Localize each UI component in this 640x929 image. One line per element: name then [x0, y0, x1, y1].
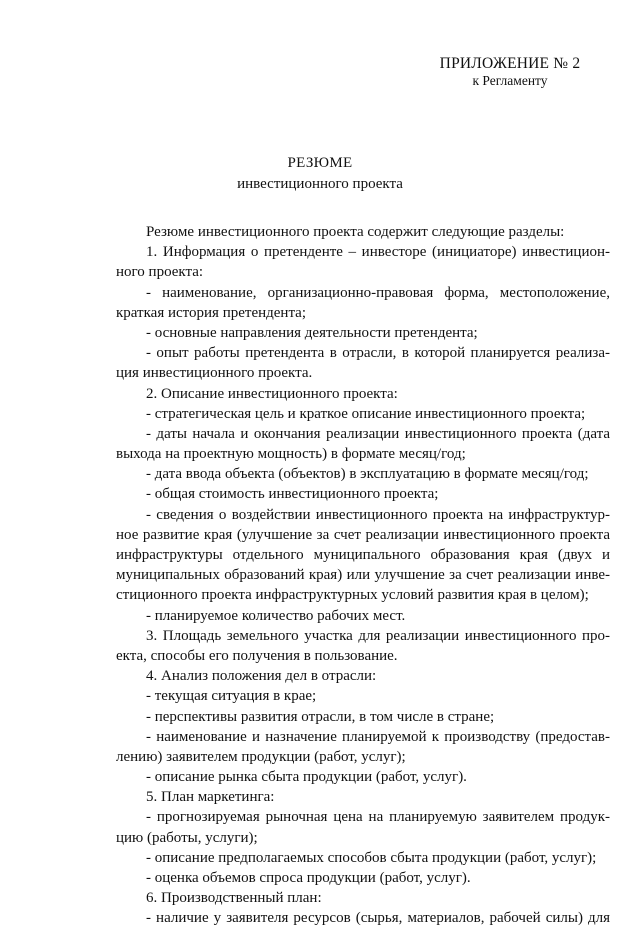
text-line: 6. Производственный план: — [146, 890, 322, 907]
text-line: - общая стоимость инвестиционного проекта; — [146, 486, 439, 503]
text-line: - описание рынка сбыта продукции (работ, услуг). — [146, 769, 467, 786]
text-line: 4. Анализ положения дел в отрасли: — [146, 668, 377, 685]
text-line: - наименование и назначение планируемой к производству (предостав- — [146, 728, 610, 745]
text-line: - дата ввода объекта (объектов) в эксплуатацию в формате месяц/год; — [146, 466, 589, 483]
text-line: муниципальных образований края) или улучшение за счет реализации инве- — [116, 567, 610, 584]
annex-title: ПРИЛОЖЕНИЕ № 2 — [439, 55, 581, 72]
text-line: краткая история претендента; — [116, 304, 307, 321]
annex-header — [410, 54, 610, 89]
text-line: 1. Информация о претенденте – инвесторе (инициаторе) инвестицион- — [146, 244, 610, 261]
text-line: - перспективы развития отрасли, в том числе в стране; — [146, 708, 495, 725]
text-line: ция инвестиционного проекта. — [116, 365, 313, 382]
text-line: 3. Площадь земельного участка для реализации инвестиционного про- — [146, 627, 610, 644]
text-line: выхода на проектную мощность) в формате месяц/год; — [116, 446, 466, 463]
text-line: 5. План маркетинга: — [146, 789, 275, 806]
text-line: - наличие у заявителя ресурсов (сырья, материалов, рабочей силы) для — [146, 910, 610, 927]
text-line: - стратегическая цель и краткое описание инвестиционного проекта; — [146, 405, 586, 422]
text-line: 2. Описание инвестиционного проекта: — [146, 385, 398, 402]
document-title: РЕЗЮМЕ — [287, 155, 353, 171]
text-line: - планируемое количество рабочих мест. — [146, 607, 406, 624]
text-line: стиционного проекта инфраструктурных условий развития края в целом); — [116, 587, 589, 604]
text-line: ного проекта: — [116, 264, 204, 281]
text-line: - оценка объемов спроса продукции (работ, услуг). — [146, 870, 471, 886]
text-line: - основные направления деятельности претендента; — [146, 324, 478, 341]
document-heading — [0, 153, 640, 195]
text-line: - прогнозируемая рыночная цена на планируемую заявителем продук- — [146, 809, 610, 826]
text-line: Резюме инвестиционного проекта содержит следующие разделы: — [146, 224, 565, 240]
document-body — [116, 222, 610, 929]
document-subtitle: инвестиционного проекта — [237, 176, 403, 192]
text-line: цию (работы, услуги); — [116, 829, 258, 846]
text-line: - описание предполагаемых способов сбыта продукции (работ, услуг); — [146, 849, 597, 866]
text-line: екта, способы его получения в пользование. — [116, 647, 398, 664]
text-line: ное развитие края (улучшение за счет реализации инвестиционного проекта — [116, 526, 610, 543]
annex-subtitle: к Регламенту — [472, 73, 548, 88]
text-line: - опыт работы претендента в отрасли, в которой планируется реализа- — [146, 345, 610, 362]
text-line: лению) заявителем продукции (работ, услуг); — [116, 748, 406, 765]
text-line: - текущая ситуация в крае; — [146, 688, 317, 705]
text-line: инфраструктуры отдельного муниципального образования края (двух и — [116, 547, 610, 563]
text-line: - даты начала и окончания реализации инвестиционного проекта (дата — [146, 425, 610, 442]
text-line: - наименование, организационно-правовая форма, местоположение, — [146, 284, 610, 301]
text-line: - сведения о воздействии инвестиционного проекта на инфраструктур- — [146, 506, 610, 523]
